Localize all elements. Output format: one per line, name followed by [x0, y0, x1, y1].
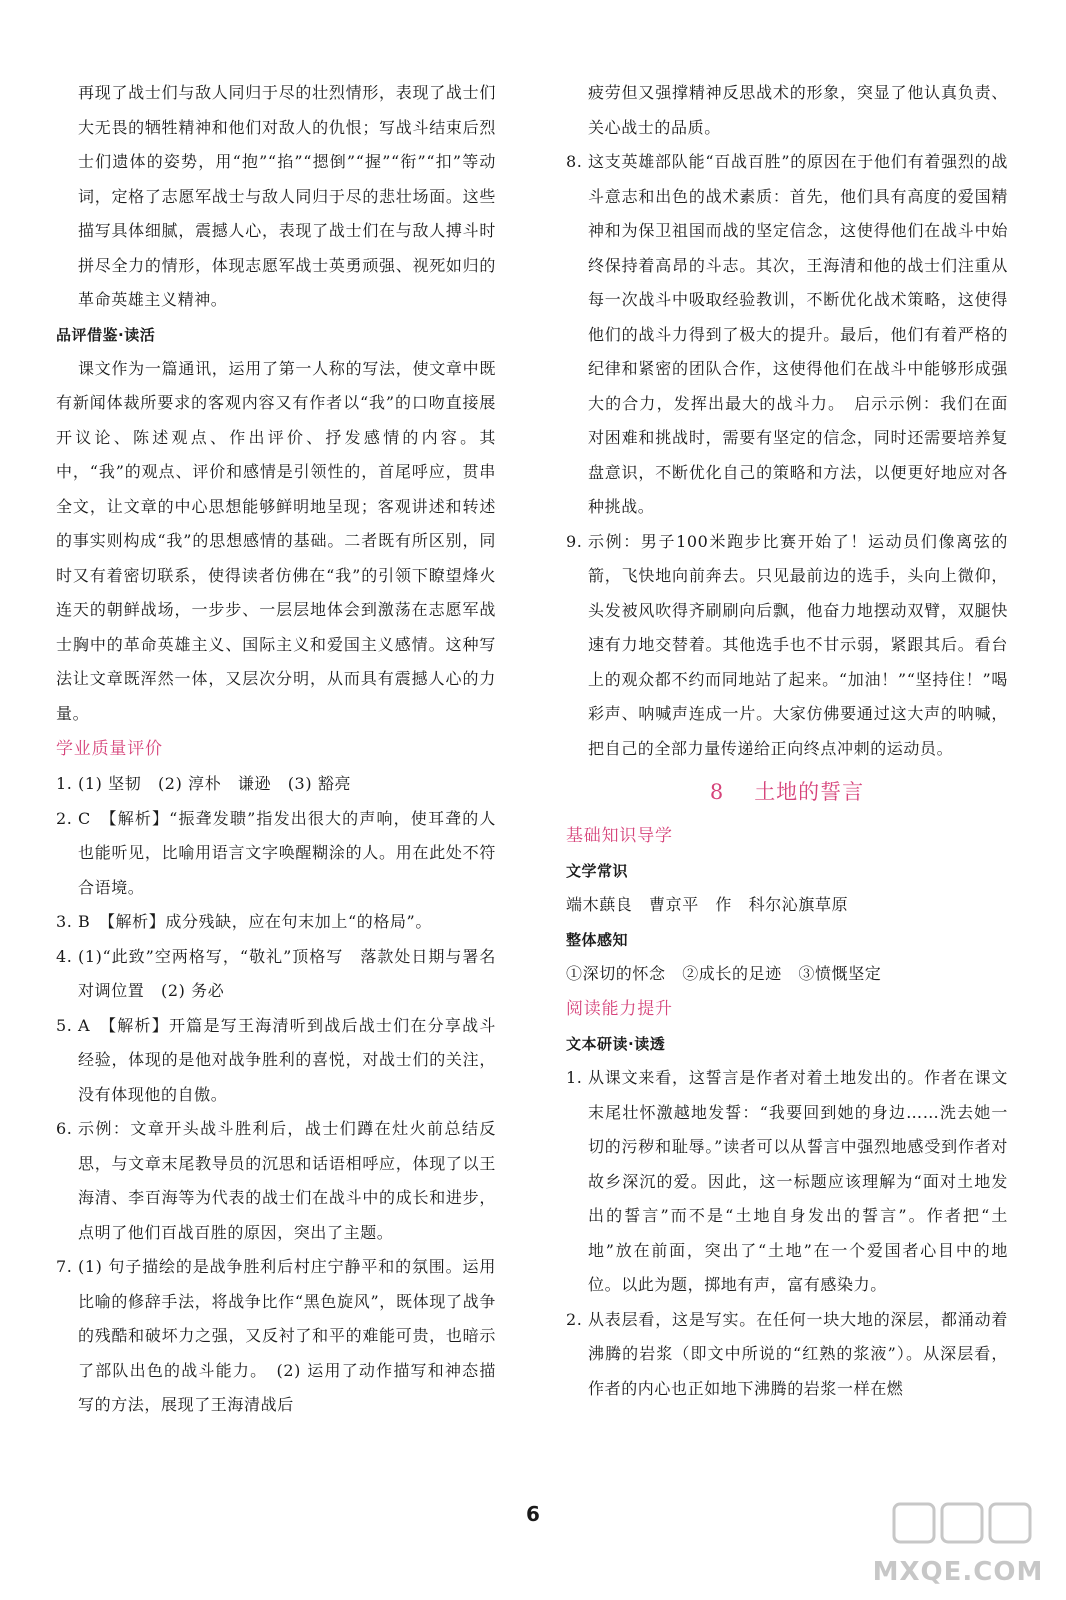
item-text: 这支英雄部队能“百战百胜”的原因在于他们有着强烈的战斗意志和出色的战术素质：首先，他们具有高度的爱国精神和为保卫祖国而战的坚定信念，这使得他们在战斗中始终保持着高昂的斗志。其次，王海清和他的战士们注重从每一次战斗中吸取经验教训，不断优化战术策略，这使得他们的战斗力得到了极大的提升。最后，他们有着严格的纪律和紧密的团队合作，这使得他们在战斗中能够形成强大的合力，发挥出最大的战斗力。 启示示例：我们在面对困难和挑战时，需要有坚定的信念，同时还需要培养复盘意识，不断优化自己的策略和方法，以便更好地应对各种挑战。 — [588, 152, 1008, 516]
item-text: (1) 坚韧 (2) 淳朴 谦逊 (3) 豁亮 — [78, 774, 352, 793]
subheading-text-study: 文本研读·读透 — [566, 1035, 666, 1053]
item-text: C 【解析】“振聋发聩”指发出很大的声响，使耳聋的人也能听见，比喻用语言文字唤醒糊涂的人。用在此处不符合语境。 — [78, 808, 496, 897]
answer-item — [566, 525, 1008, 767]
item-number: 1. — [56, 774, 73, 793]
answer-item — [56, 1112, 496, 1250]
item-text: 从课文来看，这誓言是作者对着土地发出的。作者在课文末尾壮怀激越地发誓：“我要回到她的身边……洗去她一切的污秽和耻辱。”读者可以从誓言中强烈地感受到作者对故乡深沉的爱。因此，这一标题应该理解为“面对土地发出的誓言”而不是“土地自身发出的誓言”。作者把“土地”放在前面，突出了“土地”在一个爱国者心目中的地位。以此为题，掷地有声，富有感染力。 — [588, 1068, 1008, 1294]
continuation-paragraph: 疲劳但又强撑精神反思战术的形象，突显了他认真负责、关心战士的品质。 — [588, 83, 1008, 137]
item-number: 3. — [56, 912, 73, 931]
right-column — [566, 76, 1008, 1406]
watermark-text: MXQE.COM — [872, 1557, 1044, 1587]
answer-item — [566, 1061, 1008, 1303]
item-number: 8. — [566, 152, 583, 171]
left-column — [56, 76, 496, 1423]
answer-item — [56, 1250, 496, 1423]
item-number: 6. — [56, 1119, 73, 1138]
item-number: 4. — [56, 946, 73, 966]
answer-item — [56, 802, 496, 906]
subheading-overall: 整体感知 — [566, 930, 629, 949]
item-number: 2. — [566, 1309, 583, 1329]
overall-answer: ①深切的怀念 ②成长的足迹 ③愤慨坚定 — [566, 963, 882, 983]
watermark-logo — [858, 1496, 1058, 1596]
item-text: 从表层看，这是写实。在任何一块大地的深层，都涌动着沸腾的岩浆（即文中所说的“红熟的浆液”）。从深层看，作者的内心也正如地下沸腾的岩浆一样在燃 — [588, 1309, 1008, 1398]
item-text: B 【解析】成分残缺，应在句末加上“的格局”。 — [78, 912, 432, 931]
answer-item — [56, 1009, 496, 1113]
literature-answer: 端木蕻良 曹京平 作 科尔沁旗草原 — [566, 895, 849, 914]
section-heading-reading: 阅读能力提升 — [566, 999, 673, 1019]
section-heading-quality: 学业质量评价 — [56, 739, 163, 759]
intro-paragraph: 再现了战士们与敌人同归于尽的壮烈情形，表现了战士们大无畏的牺牲精神和他们对敌人的仇恨；写战斗结束后烈士们遗体的姿势，用“抱”“掐”“摁倒”“握”“衔”“扣”等动词，定格了志愿军战士与敌人同归于尽的悲壮场面。这些描写具体细腻，震撼人心，表现了战士们在与敌人搏斗时拼尽全力的情形，体现志愿军战士英勇顽强、视死如归的革命英雄主义精神。 — [78, 83, 496, 309]
item-text: A 【解析】开篇是写王海清听到战后战士们在分享战斗经验，体现的是他对战争胜利的喜悦，对战士们的关注，没有体现他的自傲。 — [78, 1015, 496, 1104]
page-number: 6 — [526, 1502, 540, 1526]
analysis-paragraph: 课文作为一篇通讯，运用了第一人称的写法，使文章中既有新闻体裁所要求的客观内容又有作者以“我”的口吻直接展开议论、陈述观点、作出评价、抒发感情的内容。其中，“我”的观点、评价和感情是引领性的，首尾呼应，贯串全文，让文章的中心思想能够鲜明地呈现；客观讲述和转述的事实则构成“我”的思想感情的基础。二者既有所区别，同时又有着密切联系，使得读者仿佛在“我”的引领下瞭望烽火连天的朝鲜战场，一步步、一层层地体会到激荡在志愿军战士胸中的革命英雄主义、国际主义和爱国主义感情。这种写法让文章既浑然一体，又层次分明，从而具有震撼人心的力量。 — [56, 358, 496, 723]
answer-item — [56, 940, 496, 1009]
item-text: 示例：文章开头战斗胜利后，战士们蹲在灶火前总结反思，与文章末尾教导员的沉思和话语相呼应，体现了以王海清、李百海等为代表的战士们在战斗中的成长和进步，点明了他们百战百胜的原因，突出了主题。 — [78, 1119, 496, 1242]
item-text: (1)“此致”空两格写，“敬礼”顶格写 落款处日期与署名对调位置 (2) 务必 — [78, 946, 496, 1000]
answer-item — [566, 145, 1008, 525]
section-heading-basics: 基础知识导学 — [566, 826, 673, 846]
item-text: 示例：男子100米跑步比赛开始了！运动员们像离弦的箭，飞快地向前奔去。只见最前边的选手，头向上微仰，头发被风吹得齐刷刷向后飘，他奋力地摆动双臂，双腿快速有力地交替着。其他选手也不甘示弱，紧跟其后。看台上的观众都不约而同地站了起来。“加油！”“坚持住！”喝彩声、呐喊声连成一片。大家仿佛要通过这大声的呐喊，把自己的全部力量传递给正向终点冲刺的运动员。 — [588, 531, 1008, 758]
item-number: 2. — [56, 808, 73, 828]
subheading-pingping: 品评借鉴·读活 — [56, 325, 156, 344]
item-number: 7. — [56, 1257, 73, 1276]
item-number: 5. — [56, 1015, 73, 1035]
item-number: 1. — [566, 1068, 583, 1087]
subheading-literature: 文学常识 — [566, 862, 629, 880]
answer-item — [566, 1303, 1008, 1407]
answer-item — [56, 905, 496, 940]
chapter-number: 8 — [709, 780, 725, 804]
item-number: 9. — [566, 531, 583, 551]
chapter-heading — [566, 770, 1008, 814]
answer-item — [56, 767, 496, 802]
item-text: (1) 句子描绘的是战争胜利后村庄宁静平和的氛围。运用比喻的修辞手法，将战争比作“黑色旋风”，既体现了战争的残酷和破坏力之强，又反衬了和平的难能可贵，也暗示了部队出色的战斗能力。 (2) 运用了动作描写和神态描写的方法，展现了王海清战后 — [78, 1257, 496, 1414]
chapter-title: 土地的誓言 — [754, 780, 865, 804]
